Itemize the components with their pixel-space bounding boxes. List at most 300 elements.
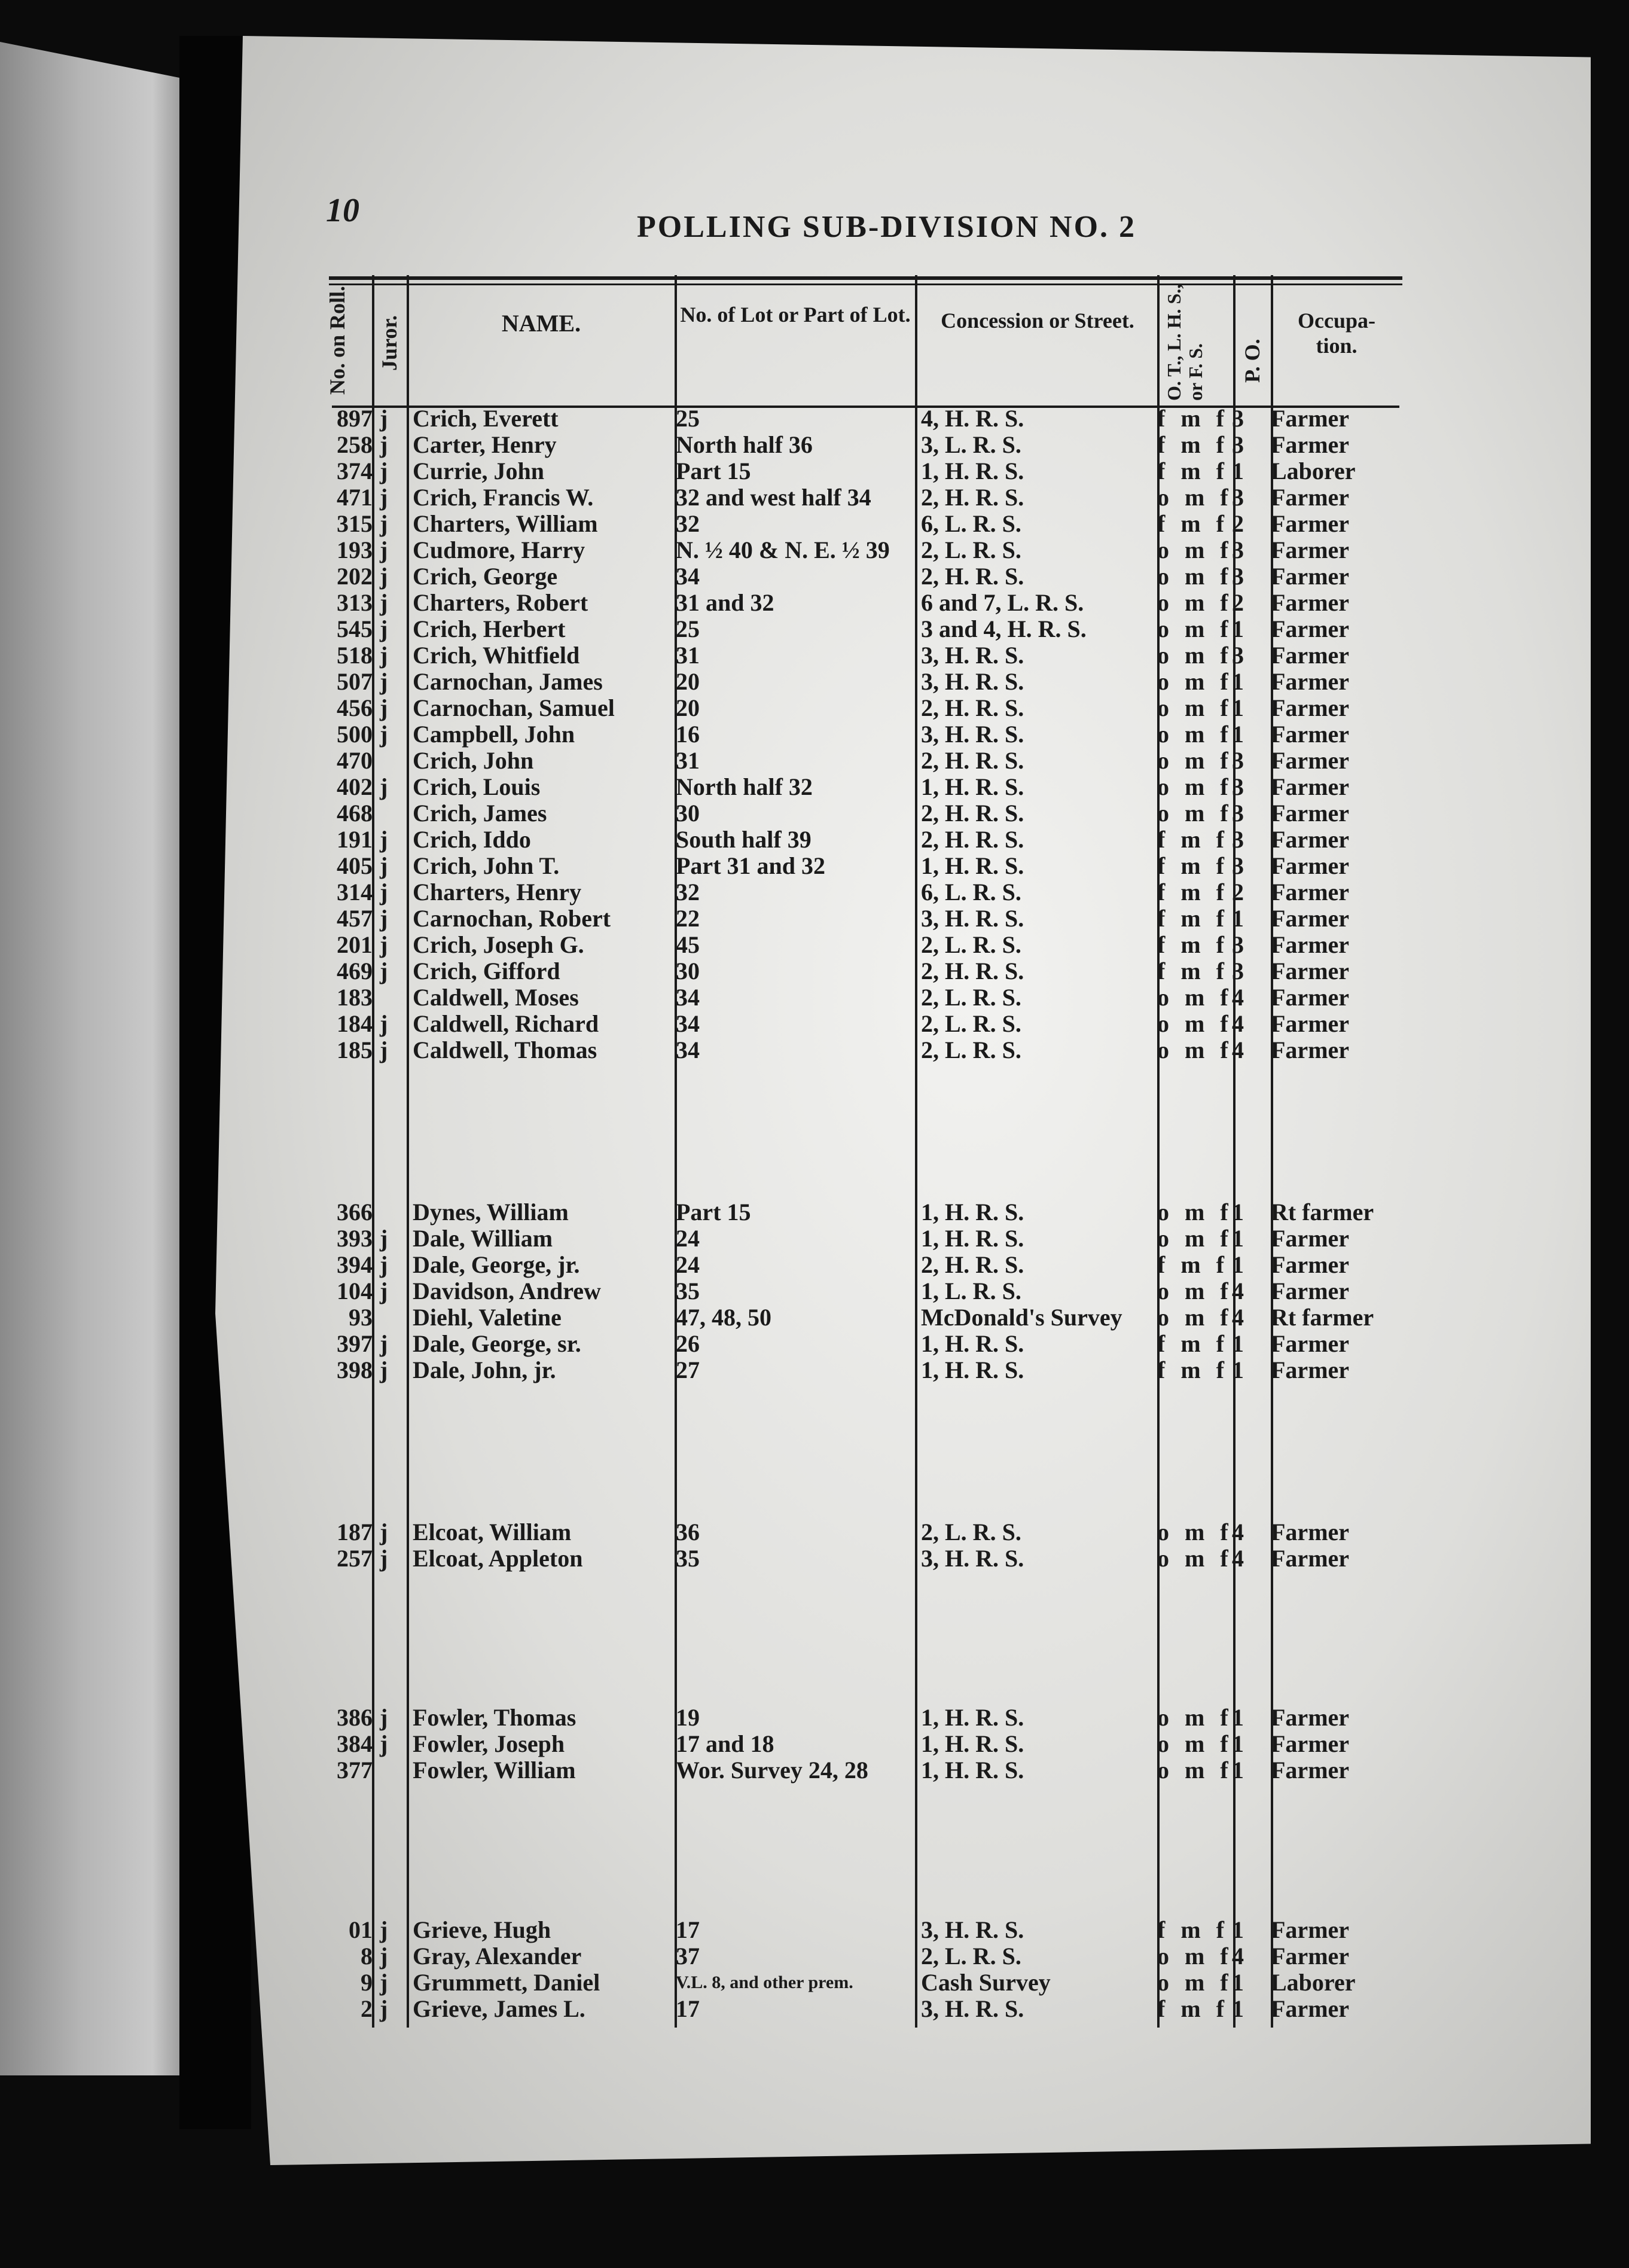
post-office: 1	[1232, 1969, 1244, 1996]
tenure-code: f m f	[1157, 1995, 1229, 2022]
voter-name: Crich, Gifford	[413, 958, 560, 984]
roll-number: 315	[337, 510, 373, 537]
roll-number: 471	[337, 484, 373, 511]
post-office: 1	[1232, 905, 1244, 932]
header-top-rule-thin	[329, 284, 1402, 285]
tenure-code: f m f	[1157, 458, 1229, 484]
juror-mark: j	[380, 1010, 388, 1037]
post-office: 3	[1232, 931, 1244, 958]
lot-number: 22	[676, 905, 700, 932]
post-office: 3	[1232, 826, 1244, 853]
occupation: Farmer	[1271, 1278, 1350, 1304]
tenure-code: o m f	[1157, 1199, 1233, 1226]
post-office: 4	[1232, 1519, 1244, 1545]
lot-number: 34	[676, 1010, 700, 1037]
occupation: Farmer	[1271, 852, 1350, 879]
juror-mark: j	[380, 1995, 388, 2022]
roll-number: 470	[337, 747, 373, 774]
voter-name: Crich, Iddo	[413, 826, 531, 853]
lot-number: 30	[676, 800, 700, 827]
voter-name: Dale, John, jr.	[413, 1356, 556, 1383]
concession: 1, H. R. S.	[921, 1704, 1024, 1731]
voter-name: Grieve, Hugh	[413, 1916, 551, 1943]
post-office: 1	[1232, 1330, 1244, 1357]
header-top-rule	[329, 276, 1402, 280]
occupation: Farmer	[1271, 905, 1350, 932]
juror-mark: j	[380, 958, 388, 984]
lot-number: 32 and west half 34	[676, 484, 871, 511]
occupation: Farmer	[1271, 1010, 1350, 1037]
lot-number: North half 32	[676, 773, 813, 800]
occupation: Farmer	[1271, 721, 1350, 748]
occupation: Farmer	[1271, 1330, 1350, 1357]
concession: 2, H. R. S.	[921, 484, 1024, 511]
voter-name: Dale, William	[413, 1225, 553, 1252]
concession: 2, H. R. S.	[921, 826, 1024, 853]
post-office: 1	[1232, 668, 1244, 695]
post-office: 4	[1232, 1037, 1244, 1063]
lot-number: 17 and 18	[676, 1730, 774, 1757]
concession: 2, L. R. S.	[921, 536, 1021, 563]
juror-mark: j	[380, 1356, 388, 1383]
juror-mark: j	[380, 1943, 388, 1970]
lot-number: 32	[676, 510, 700, 537]
concession: 6, L. R. S.	[921, 510, 1021, 537]
voter-name: Crich, Louis	[413, 773, 541, 800]
lot-number: 37	[676, 1943, 700, 1970]
roll-number: 187	[337, 1519, 373, 1545]
post-office: 1	[1232, 1199, 1244, 1226]
occupation: Farmer	[1271, 694, 1350, 721]
tenure-code: f m f	[1157, 958, 1229, 984]
occupation: Farmer	[1271, 879, 1350, 906]
header-concession: Concession or Street.	[941, 309, 1134, 333]
roll-number: 93	[349, 1304, 373, 1331]
post-office: 4	[1232, 1545, 1244, 1572]
occupation: Farmer	[1271, 1037, 1350, 1063]
juror-mark: j	[380, 1330, 388, 1357]
tenure-code: o m f	[1157, 1730, 1233, 1757]
voter-name: Carter, Henry	[413, 431, 557, 458]
concession: 1, H. R. S.	[921, 1356, 1024, 1383]
concession: 3 and 4, H. R. S.	[921, 615, 1087, 642]
tenure-code: f m f	[1157, 510, 1229, 537]
lot-number: 26	[676, 1330, 700, 1357]
juror-mark: j	[380, 1916, 388, 1943]
concession: 2, L. R. S.	[921, 1943, 1021, 1970]
lot-number: Part 15	[676, 458, 751, 484]
juror-mark: j	[380, 1704, 388, 1731]
header-lot: No. of Lot or Part of Lot.	[680, 303, 911, 327]
juror-mark: j	[380, 642, 388, 669]
concession: 2, L. R. S.	[921, 1519, 1021, 1545]
lot-number: 34	[676, 1037, 700, 1063]
roll-number: 386	[337, 1704, 373, 1731]
lot-number: 20	[676, 668, 700, 695]
post-office: 4	[1232, 1010, 1244, 1037]
lot-number: 24	[676, 1225, 700, 1252]
voter-name: Caldwell, Moses	[413, 984, 579, 1011]
roll-number: 405	[337, 852, 373, 879]
post-office: 1	[1232, 1995, 1244, 2022]
occupation: Laborer	[1271, 1969, 1356, 1996]
lot-number: Part 31 and 32	[676, 852, 825, 879]
concession: 2, L. R. S.	[921, 984, 1021, 1011]
header-juror: Juror.	[377, 315, 401, 371]
post-office: 3	[1232, 800, 1244, 827]
concession: 1, H. R. S.	[921, 1330, 1024, 1357]
occupation: Farmer	[1271, 1757, 1350, 1784]
voter-name: Diehl, Valetine	[413, 1304, 562, 1331]
lot-number: Part 15	[676, 1199, 751, 1226]
juror-mark: j	[380, 1278, 388, 1304]
tenure-code: f m f	[1157, 1916, 1229, 1943]
tenure-code: o m f	[1157, 1969, 1233, 1996]
occupation: Farmer	[1271, 536, 1350, 563]
roll-number: 545	[337, 615, 373, 642]
roll-number: 393	[337, 1225, 373, 1252]
tenure-code: o m f	[1157, 1010, 1233, 1037]
tenure-code: o m f	[1157, 589, 1233, 616]
roll-number: 377	[337, 1757, 373, 1784]
lot-number: 25	[676, 405, 700, 432]
concession: 1, H. R. S.	[921, 1730, 1024, 1757]
post-office: 3	[1232, 958, 1244, 984]
roll-number: 8	[361, 1943, 373, 1970]
lot-number: 34	[676, 984, 700, 1011]
occupation: Farmer	[1271, 1943, 1350, 1970]
roll-number: 366	[337, 1199, 373, 1226]
concession: 2, H. R. S.	[921, 694, 1024, 721]
roll-number: 507	[337, 668, 373, 695]
occupation: Farmer	[1271, 431, 1350, 458]
roll-number: 384	[337, 1730, 373, 1757]
occupation: Farmer	[1271, 668, 1350, 695]
concession: 3, H. R. S.	[921, 1995, 1024, 2022]
juror-mark: j	[380, 1519, 388, 1545]
voter-name: Grummett, Daniel	[413, 1969, 600, 1996]
post-office: 3	[1232, 747, 1244, 774]
post-office: 1	[1232, 1757, 1244, 1784]
lot-number: South half 39	[676, 826, 812, 853]
post-office: 2	[1232, 510, 1244, 537]
header-no-on-roll: No. on Roll.	[325, 285, 349, 395]
post-office: 3	[1232, 773, 1244, 800]
post-office: 3	[1232, 431, 1244, 458]
occupation: Farmer	[1271, 510, 1350, 537]
juror-mark: j	[380, 405, 388, 432]
juror-mark: j	[380, 773, 388, 800]
juror-mark: j	[380, 931, 388, 958]
concession: 2, H. R. S.	[921, 1251, 1024, 1278]
tenure-code: f m f	[1157, 1356, 1229, 1383]
header-occupation: Occupa- tion.	[1298, 309, 1375, 358]
juror-mark: j	[380, 431, 388, 458]
tenure-code: o m f	[1157, 563, 1233, 590]
occupation: Farmer	[1271, 1730, 1350, 1757]
juror-mark: j	[380, 879, 388, 906]
roll-number: 2	[361, 1995, 373, 2022]
juror-mark: j	[380, 1225, 388, 1252]
tenure-code: f m f	[1157, 1251, 1229, 1278]
tenure-code: o m f	[1157, 484, 1233, 511]
occupation: Farmer	[1271, 826, 1350, 853]
concession: 3, H. R. S.	[921, 721, 1024, 748]
roll-number: 104	[337, 1278, 373, 1304]
lot-number: 34	[676, 563, 700, 590]
concession: 2, H. R. S.	[921, 563, 1024, 590]
tenure-code: o m f	[1157, 721, 1233, 748]
occupation: Farmer	[1271, 1704, 1350, 1731]
occupation: Farmer	[1271, 642, 1350, 669]
tenure-code: o m f	[1157, 1545, 1233, 1572]
occupation: Farmer	[1271, 589, 1350, 616]
voter-name: Elcoat, William	[413, 1519, 572, 1545]
voter-name: Charters, Robert	[413, 589, 588, 616]
concession: 2, L. R. S.	[921, 1010, 1021, 1037]
roll-number: 184	[337, 1010, 373, 1037]
concession: 3, H. R. S.	[921, 905, 1024, 932]
concession: 1, H. R. S.	[921, 458, 1024, 484]
occupation: Farmer	[1271, 1995, 1350, 2022]
voter-name: Fowler, Joseph	[413, 1730, 565, 1757]
tenure-code: o m f	[1157, 1278, 1233, 1304]
roll-number: 402	[337, 773, 373, 800]
lot-number: Wor. Survey 24, 28	[676, 1757, 868, 1784]
roll-number: 258	[337, 431, 373, 458]
concession: 1, H. R. S.	[921, 1199, 1024, 1226]
lot-number: 19	[676, 1704, 700, 1731]
voter-name: Fowler, William	[413, 1757, 576, 1784]
concession: 2, L. R. S.	[921, 1037, 1021, 1063]
post-office: 3	[1232, 852, 1244, 879]
tenure-code: f m f	[1157, 1330, 1229, 1357]
juror-mark: j	[380, 905, 388, 932]
juror-mark: j	[380, 721, 388, 748]
tenure-code: o m f	[1157, 1304, 1233, 1331]
voter-name: Currie, John	[413, 458, 544, 484]
juror-mark: j	[380, 1730, 388, 1757]
post-office: 4	[1232, 1278, 1244, 1304]
roll-number: 374	[337, 458, 373, 484]
occupation: Laborer	[1271, 458, 1356, 484]
roll-number: 193	[337, 536, 373, 563]
voter-name: Carnochan, James	[413, 668, 603, 695]
concession: 1, H. R. S.	[921, 773, 1024, 800]
occupation: Farmer	[1271, 484, 1350, 511]
lot-number: 47, 48, 50	[676, 1304, 771, 1331]
concession: 2, H. R. S.	[921, 958, 1024, 984]
occupation: Farmer	[1271, 563, 1350, 590]
tenure-code: o m f	[1157, 1943, 1233, 1970]
lot-number: 32	[676, 879, 700, 906]
juror-mark: j	[380, 484, 388, 511]
voter-name: Dynes, William	[413, 1199, 569, 1226]
roll-number: 500	[337, 721, 373, 748]
roll-number: 9	[361, 1969, 373, 1996]
roll-number: 202	[337, 563, 373, 590]
juror-mark: j	[380, 536, 388, 563]
concession: 1, L. R. S.	[921, 1278, 1021, 1304]
post-office: 4	[1232, 984, 1244, 1011]
voter-name: Crich, Herbert	[413, 615, 566, 642]
concession: 3, L. R. S.	[921, 431, 1021, 458]
juror-mark: j	[380, 510, 388, 537]
occupation: Farmer	[1271, 1251, 1350, 1278]
post-office: 1	[1232, 1916, 1244, 1943]
voter-name: Crich, John T.	[413, 852, 560, 879]
tenure-code: f m f	[1157, 405, 1229, 432]
tenure-code: o m f	[1157, 1037, 1233, 1063]
post-office: 3	[1232, 484, 1244, 511]
concession: McDonald's Survey	[921, 1304, 1122, 1331]
tenure-code: o m f	[1157, 1519, 1233, 1545]
roll-number: 397	[337, 1330, 373, 1357]
concession: 3, H. R. S.	[921, 1545, 1024, 1572]
concession: 2, H. R. S.	[921, 800, 1024, 827]
voter-name: Charters, William	[413, 510, 598, 537]
lot-number: 17	[676, 1916, 700, 1943]
roll-number: 897	[337, 405, 373, 432]
occupation: Farmer	[1271, 958, 1350, 984]
post-office: 3	[1232, 642, 1244, 669]
roll-number: 257	[337, 1545, 373, 1572]
occupation: Farmer	[1271, 1916, 1350, 1943]
roll-number: 191	[337, 826, 373, 853]
page-number: 10	[326, 192, 359, 229]
voter-name: Charters, Henry	[413, 879, 582, 906]
juror-mark: j	[380, 1251, 388, 1278]
lot-number: 27	[676, 1356, 700, 1383]
lot-number: 16	[676, 721, 700, 748]
roll-number: 518	[337, 642, 373, 669]
post-office: 2	[1232, 879, 1244, 906]
roll-number: 469	[337, 958, 373, 984]
roll-number: 456	[337, 694, 373, 721]
post-office: 1	[1232, 458, 1244, 484]
voter-name: Caldwell, Richard	[413, 1010, 599, 1037]
roll-number: 313	[337, 589, 373, 616]
occupation: Farmer	[1271, 1545, 1350, 1572]
post-office: 3	[1232, 405, 1244, 432]
post-office: 3	[1232, 536, 1244, 563]
tenure-code: o m f	[1157, 800, 1233, 827]
roll-number: 314	[337, 879, 373, 906]
lot-number: 35	[676, 1545, 700, 1572]
occupation: Farmer	[1271, 984, 1350, 1011]
concession: 6, L. R. S.	[921, 879, 1021, 906]
roll-number: 394	[337, 1251, 373, 1278]
juror-mark: j	[380, 668, 388, 695]
occupation: Farmer	[1271, 800, 1350, 827]
column-rule-lot	[915, 275, 917, 2028]
occupation: Farmer	[1271, 773, 1350, 800]
tenure-code: o m f	[1157, 747, 1233, 774]
occupation: Farmer	[1271, 1356, 1350, 1383]
lot-number: 20	[676, 694, 700, 721]
post-office: 1	[1232, 694, 1244, 721]
juror-mark: j	[380, 852, 388, 879]
juror-mark: j	[380, 563, 388, 590]
voter-name: Elcoat, Appleton	[413, 1545, 583, 1572]
post-office: 1	[1232, 1251, 1244, 1278]
post-office: 1	[1232, 1225, 1244, 1252]
lot-number: V.L. 8, and other prem.	[676, 1973, 853, 1992]
tenure-code: o m f	[1157, 773, 1233, 800]
tenure-code: o m f	[1157, 615, 1233, 642]
lot-number: 30	[676, 958, 700, 984]
occupation: Farmer	[1271, 615, 1350, 642]
concession: 2, L. R. S.	[921, 931, 1021, 958]
voter-name: Gray, Alexander	[413, 1943, 582, 1970]
lot-number: 25	[676, 615, 700, 642]
juror-mark: j	[380, 1969, 388, 1996]
tenure-code: f m f	[1157, 905, 1229, 932]
tenure-code: o m f	[1157, 1704, 1233, 1731]
column-rule-juror	[407, 275, 409, 2028]
occupation: Farmer	[1271, 747, 1350, 774]
concession: 3, H. R. S.	[921, 668, 1024, 695]
concession: 1, H. R. S.	[921, 1757, 1024, 1784]
post-office: 4	[1232, 1943, 1244, 1970]
tenure-code: o m f	[1157, 536, 1233, 563]
page-title: POLLING SUB-DIVISION NO. 2	[637, 210, 1137, 244]
voter-name: Crich, Whitfield	[413, 642, 580, 669]
occupation: Farmer	[1271, 405, 1350, 432]
tenure-code: o m f	[1157, 668, 1233, 695]
lot-number: 35	[676, 1278, 700, 1304]
occupation: Rt farmer	[1271, 1304, 1374, 1331]
tenure-code: f m f	[1157, 852, 1229, 879]
juror-mark: j	[380, 458, 388, 484]
voter-name: Crich, Joseph G.	[413, 931, 584, 958]
post-office: 4	[1232, 1304, 1244, 1331]
facing-page-edge	[0, 42, 203, 2075]
concession: 4, H. R. S.	[921, 405, 1024, 432]
lot-number: 36	[676, 1519, 700, 1545]
tenure-code: o m f	[1157, 642, 1233, 669]
post-office: 2	[1232, 589, 1244, 616]
post-office: 1	[1232, 1730, 1244, 1757]
concession: 1, H. R. S.	[921, 1225, 1024, 1252]
voter-name: Crich, Francis W.	[413, 484, 594, 511]
roll-number: 185	[337, 1037, 373, 1063]
juror-mark: j	[380, 1545, 388, 1572]
lot-number: 24	[676, 1251, 700, 1278]
voter-name: Carnochan, Samuel	[413, 694, 615, 721]
voter-name: Crich, Everett	[413, 405, 559, 432]
voter-name: Carnochan, Robert	[413, 905, 611, 932]
lot-number: 31	[676, 747, 700, 774]
tenure-code: f m f	[1157, 431, 1229, 458]
lot-number: 17	[676, 1995, 700, 2022]
roll-number: 01	[349, 1916, 373, 1943]
voter-name: Crich, John	[413, 747, 534, 774]
header-po: P. O.	[1240, 339, 1264, 383]
voter-name: Grieve, James L.	[413, 1995, 585, 2022]
header-name: NAME.	[501, 310, 581, 337]
lot-number: North half 36	[676, 431, 813, 458]
concession: 3, H. R. S.	[921, 642, 1024, 669]
post-office: 3	[1232, 563, 1244, 590]
lot-number: 31 and 32	[676, 589, 774, 616]
voter-name: Crich, James	[413, 800, 547, 827]
voter-name: Crich, George	[413, 563, 558, 590]
post-office: 1	[1232, 615, 1244, 642]
roll-number: 457	[337, 905, 373, 932]
tenure-code: f m f	[1157, 931, 1229, 958]
tenure-code: o m f	[1157, 694, 1233, 721]
